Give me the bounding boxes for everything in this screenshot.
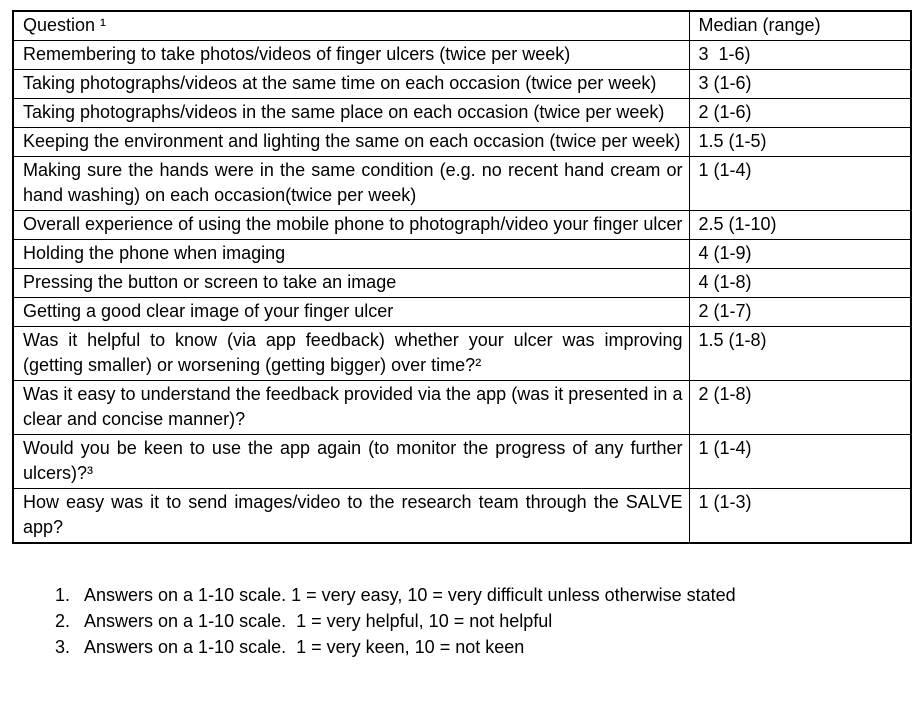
median-column-header: Median (range) <box>689 11 911 41</box>
median-cell: 1 (1-4) <box>689 157 911 211</box>
question-cell: Was it easy to understand the feedback provided via the app (was it presented in a clear and concise manner)? <box>13 381 689 435</box>
question-cell: Was it helpful to know (via app feedback) whether your ulcer was improving (getting smaller) or worsening (getting bigger) over time?² <box>13 327 689 381</box>
median-cell: 2 (1-8) <box>689 381 911 435</box>
question-cell: Would you be keen to use the app again (to monitor the progress of any further ulcers)?³ <box>13 435 689 489</box>
median-cell: 3 (1-6) <box>689 70 911 99</box>
questionnaire-table <box>12 10 912 544</box>
table-row <box>13 327 911 381</box>
table-row <box>13 381 911 435</box>
table-row <box>13 157 911 211</box>
median-cell: 4 (1-9) <box>689 240 911 269</box>
table-row <box>13 211 911 240</box>
median-cell: 2.5 (1-10) <box>689 211 911 240</box>
question-cell: Making sure the hands were in the same condition (e.g. no recent hand cream or hand washing) on each occasion(twice per week) <box>13 157 689 211</box>
question-cell: How easy was it to send images/video to the research team through the SALVE app? <box>13 489 689 544</box>
median-cell: 1 (1-3) <box>689 489 911 544</box>
median-cell: 2 (1-6) <box>689 99 911 128</box>
footnotes <box>55 582 919 660</box>
question-cell: Holding the phone when imaging <box>13 240 689 269</box>
table-row <box>13 435 911 489</box>
table-row <box>13 41 911 70</box>
question-cell: Keeping the environment and lighting the same on each occasion (twice per week) <box>13 128 689 157</box>
median-cell: 1 (1-4) <box>689 435 911 489</box>
question-cell: Taking photographs/videos in the same place on each occasion (twice per week) <box>13 99 689 128</box>
median-cell: 1.5 (1-8) <box>689 327 911 381</box>
table-row <box>13 298 911 327</box>
footnote-text: Answers on a 1-10 scale. 1 = very easy, 10 = very difficult unless otherwise stated <box>84 585 736 605</box>
question-cell: Getting a good clear image of your finger ulcer <box>13 298 689 327</box>
footnote <box>55 582 919 608</box>
footnote-text: Answers on a 1-10 scale. 1 = very keen, 10 = not keen <box>84 637 525 657</box>
table-row <box>13 240 911 269</box>
footnote-number: 2. <box>55 611 71 631</box>
table-row <box>13 489 911 544</box>
question-cell: Pressing the button or screen to take an image <box>13 269 689 298</box>
median-cell: 3 1-6) <box>689 41 911 70</box>
question-cell: Taking photographs/videos at the same time on each occasion (twice per week) <box>13 70 689 99</box>
table-header-row <box>13 11 911 41</box>
question-cell: Overall experience of using the mobile phone to photograph/video your finger ulcer <box>13 211 689 240</box>
median-cell: 4 (1-8) <box>689 269 911 298</box>
median-cell: 1.5 (1-5) <box>689 128 911 157</box>
table-row <box>13 128 911 157</box>
footnote-text: Answers on a 1-10 scale. 1 = very helpful, 10 = not helpful <box>84 611 553 631</box>
median-cell: 2 (1-7) <box>689 298 911 327</box>
footnote <box>55 634 919 660</box>
question-column-header: Question ¹ <box>13 11 689 41</box>
footnote <box>55 608 919 634</box>
table-row <box>13 99 911 128</box>
question-cell: Remembering to take photos/videos of finger ulcers (twice per week) <box>13 41 689 70</box>
table-row <box>13 70 911 99</box>
table-row <box>13 269 911 298</box>
footnote-number: 1. <box>55 585 71 605</box>
footnote-number: 3. <box>55 637 71 657</box>
